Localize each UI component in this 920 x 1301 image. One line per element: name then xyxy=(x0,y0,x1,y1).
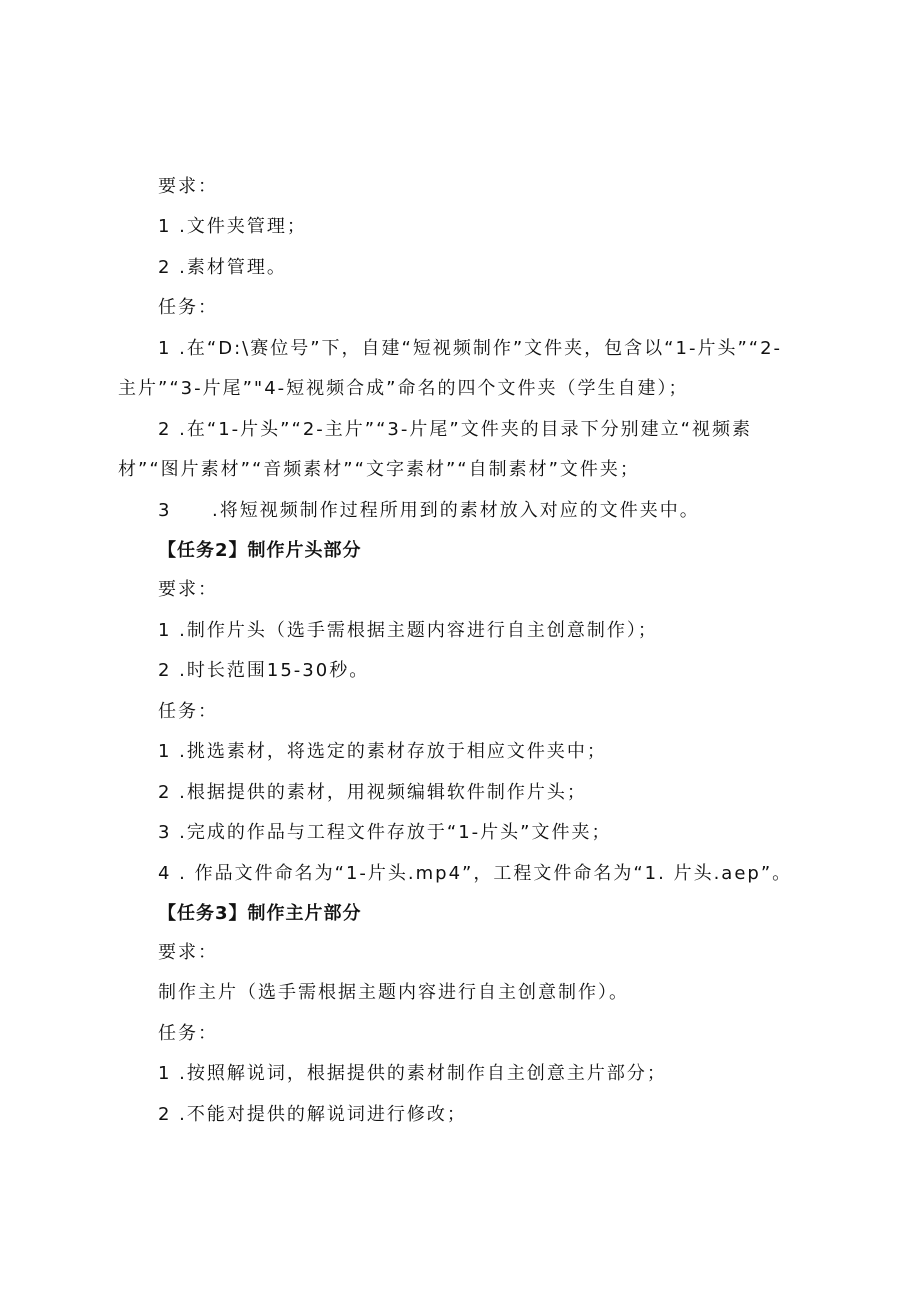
section-heading: 【任务3】制作主片部分 xyxy=(158,903,362,924)
task-item: 3 .完成的作品与工程文件存放于“1-片头”文件夹； xyxy=(158,822,612,843)
requirements-label: 要求： xyxy=(158,579,218,600)
requirements-label: 要求： xyxy=(158,942,218,963)
task-item: 4 . 作品文件命名为“1-片头.mp4”，工程文件命名为“1. 片头.aep”。 xyxy=(158,863,793,884)
task-item: .将短视频制作过程所用到的素材放入对应的文件夹中。 xyxy=(212,500,700,521)
task-item-continuation: 主片”“3-片尾”"4-短视频合成”命名的四个文件夹（学生自建）； xyxy=(118,378,689,399)
tasks-label: 任务： xyxy=(158,297,218,318)
task-item: 2 .在“1-片头”“2-主片”“3-片尾”文件夹的目录下分别建立“视频素 xyxy=(158,419,753,440)
requirement-item: 2 .素材管理。 xyxy=(158,257,287,278)
task-item-continuation: 材”“图片素材”“音频素材”“文字素材”“自制素材”文件夹； xyxy=(118,459,640,480)
task-item: 1 .按照解说词，根据提供的素材制作自主创意主片部分； xyxy=(158,1063,667,1084)
requirement-item: 1 .文件夹管理； xyxy=(158,216,307,237)
section-heading: 【任务2】制作片头部分 xyxy=(158,540,362,561)
tasks-label: 任务： xyxy=(158,701,218,722)
tasks-label: 任务： xyxy=(158,1023,218,1044)
requirement-item: 2 .时长范围15-30秒。 xyxy=(158,660,370,681)
task-item: 1 .在“D:\赛位号”下，自建“短视频制作”文件夹，包含以“1-片头”“2- xyxy=(158,338,783,359)
requirement-item: 1 .制作片头（选手需根据主题内容进行自主创意制作）； xyxy=(158,620,658,641)
task-item: 2 .不能对提供的解说词进行修改； xyxy=(158,1104,467,1125)
task-item: 1 .挑选素材，将选定的素材存放于相应文件夹中； xyxy=(158,741,607,762)
requirement-item: 制作主片（选手需根据主题内容进行自主创意制作）。 xyxy=(158,982,629,1003)
task-item-number: 3 xyxy=(158,500,172,521)
requirements-label: 要求： xyxy=(158,176,218,197)
task-item: 2 .根据提供的素材，用视频编辑软件制作片头； xyxy=(158,782,587,803)
